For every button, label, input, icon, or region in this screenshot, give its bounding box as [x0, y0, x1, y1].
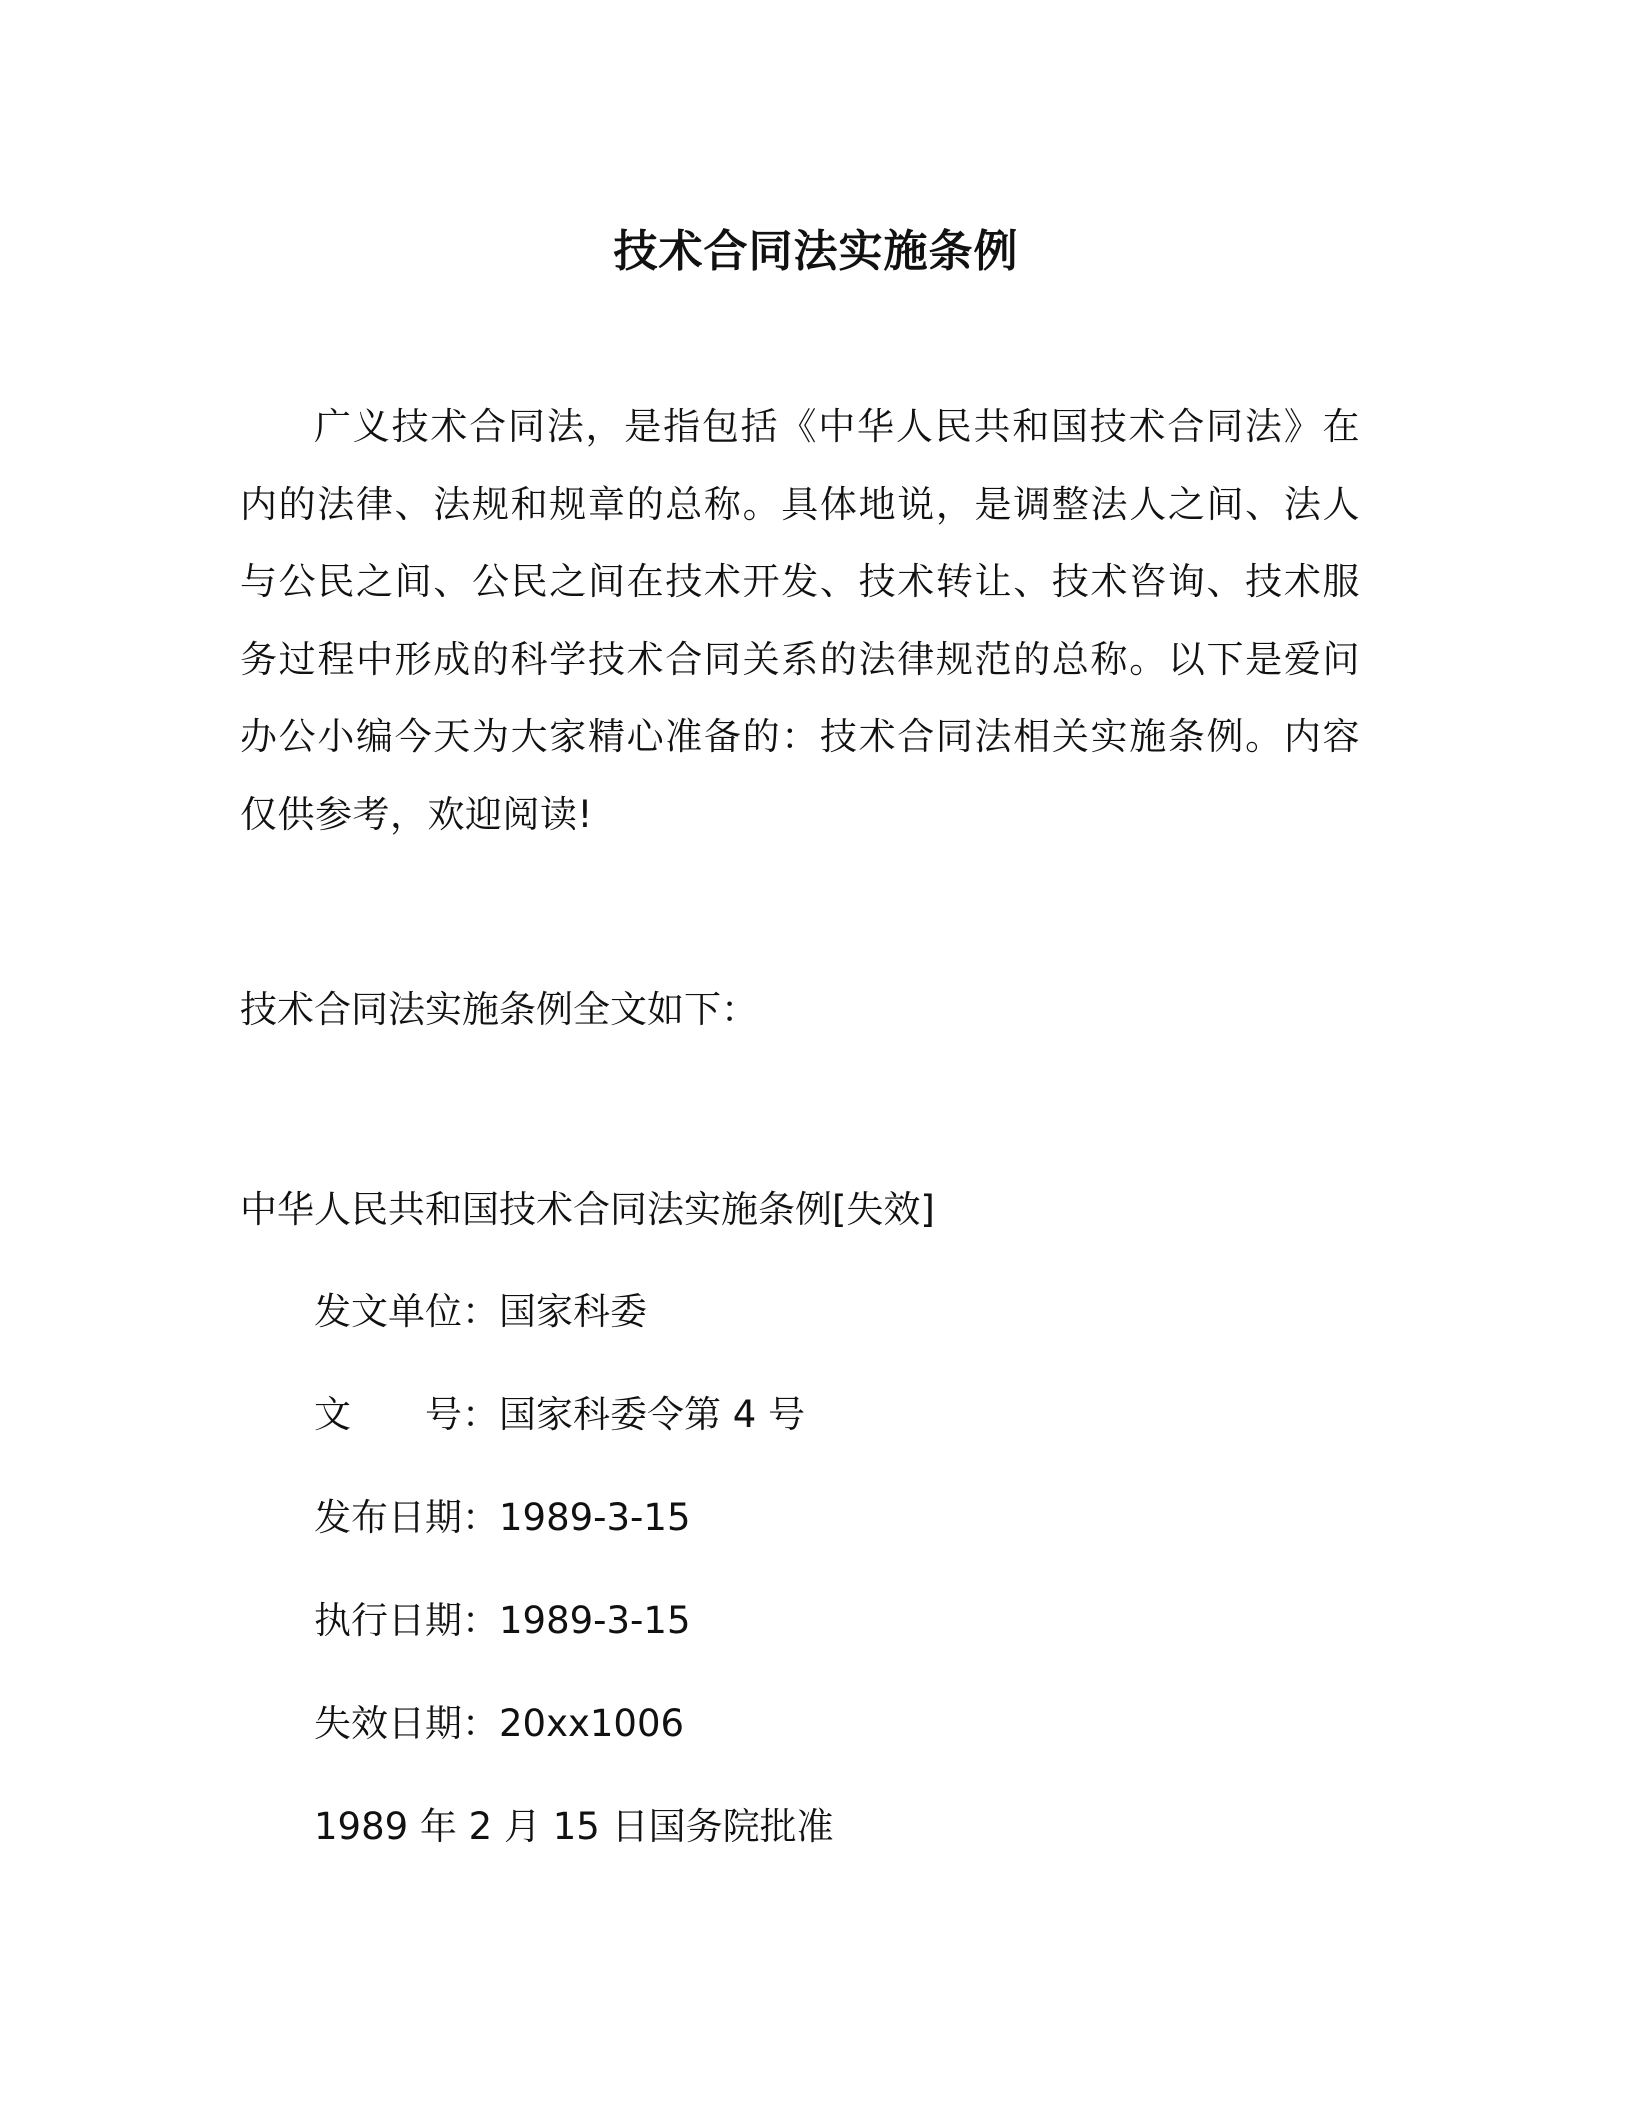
regulation-title: 中华人民共和国技术合同法实施条例[失效]	[240, 1188, 935, 1231]
doc-number-label-second: 号：	[425, 1393, 499, 1436]
publish-date-label: 发布日期：	[314, 1496, 499, 1539]
issuer-row	[314, 1282, 647, 1342]
doc-number-row	[314, 1385, 805, 1445]
issuer-value: 国家科委	[499, 1290, 647, 1333]
effective-date-value: 1989-3-15	[499, 1599, 691, 1642]
approval-line: 1989 年 2 月 15 日国务院批准	[314, 1805, 834, 1848]
expiry-date-label: 失效日期：	[314, 1702, 499, 1745]
effective-date-label: 执行日期：	[314, 1599, 499, 1642]
doc-number-label-first: 文	[314, 1393, 351, 1436]
issuer-label: 发文单位：	[314, 1290, 499, 1333]
expiry-date-value: 20xx1006	[499, 1702, 685, 1745]
document-title: 技术合同法实施条例	[613, 226, 1019, 277]
doc-number-value: 国家科委令第 4 号	[499, 1393, 806, 1436]
fulltext-heading: 技术合同法实施条例全文如下：	[240, 988, 758, 1031]
publish-date-row	[314, 1488, 691, 1548]
intro-paragraph: 广义技术合同法，是指包括《中华人民共和国技术合同法》在内的法律、法规和规章的总称。具体地说，是调整法人之间、法人与公民之间、公民之间在技术开发、技术转让、技术咨询、技术服务过程中形成的科学技术合同关系的法律规范的总称。以下是爱问办公小编今天为大家精心准备的：技术合同法相关实施条例。内容仅供参考，欢迎阅读!	[240, 405, 1360, 836]
publish-date-value: 1989-3-15	[499, 1496, 691, 1539]
expiry-date-row	[314, 1694, 684, 1754]
effective-date-row	[314, 1591, 691, 1651]
